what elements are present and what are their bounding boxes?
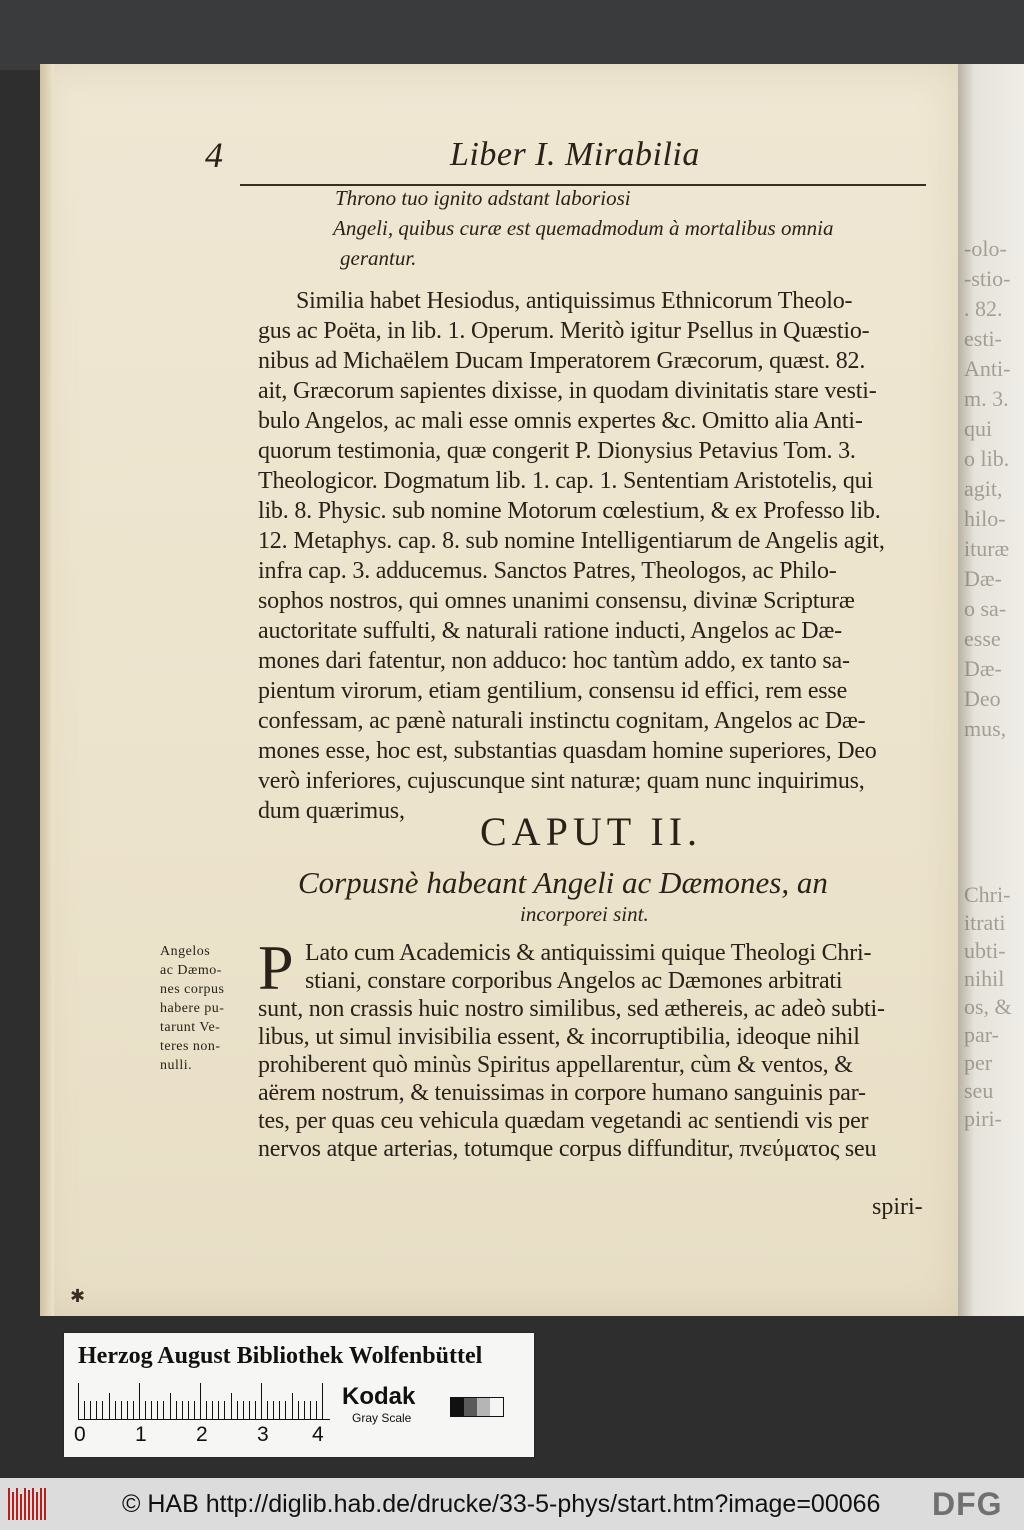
- ruler-tick: [102, 1401, 103, 1419]
- body-line: mones esse, hoc est, substantias quasdam homine superiores, Deo: [258, 738, 877, 764]
- facing-page-fragment: -stio-: [964, 266, 1011, 291]
- page-number: 4: [205, 135, 223, 175]
- chapter-heading: CAPUT II.: [480, 809, 703, 854]
- body-line: ait, Græcorum sapientes dixisse, in quodam divinitatis stare vesti-: [258, 378, 877, 404]
- body-line: Theologicor. Dogmatum lib. 1. cap. 1. Sententiam Aristotelis, qui: [258, 468, 873, 494]
- margin-note-line: habere pu-: [160, 1001, 225, 1016]
- ruler-tick: [231, 1393, 232, 1419]
- margin-note-line: nes corpus: [160, 982, 225, 997]
- scanner-background: [0, 0, 1024, 70]
- body-line: gus ac Poëta, in lib. 1. Operum. Meritò igitur Psellus in Quæstio-: [258, 318, 870, 344]
- body-line: dum quærimus,: [258, 798, 405, 824]
- ruler-tick: [109, 1393, 110, 1419]
- body-line: sophos nostros, qui omnes unanimi consensu, divinæ Scripturæ: [258, 588, 855, 614]
- ruler-number: 0: [74, 1423, 86, 1446]
- facing-page-fragment: esse: [964, 626, 1001, 651]
- gray-swatch: [464, 1398, 477, 1416]
- ruler-tick: [182, 1401, 183, 1419]
- ruler-tick: [133, 1401, 134, 1419]
- facing-page-fragment: agit,: [964, 476, 1003, 501]
- ruler-tick: [78, 1383, 79, 1419]
- facing-page-fragment: itrati: [964, 910, 1006, 935]
- facing-page-fragment: esti-: [964, 326, 1002, 351]
- facing-page-fragment: piri-: [964, 1106, 1002, 1131]
- ruler-tick: [90, 1401, 91, 1419]
- ruler-tick: [255, 1401, 256, 1419]
- ruler-tick: [200, 1383, 201, 1419]
- body-line: pientum virorum, etiam gentilium, consensu id effici, rem esse: [258, 678, 848, 704]
- body-line: bulo Angelos, ac mali esse omnis expertes &c. Omitto alia Anti-: [258, 408, 863, 434]
- facing-page-fragment: nihil: [964, 966, 1005, 991]
- gray-swatch: [477, 1398, 490, 1416]
- body-line: prohiberent quò minùs Spiritus appellarentur, cùm & ventos, &: [258, 1052, 853, 1078]
- facing-page-fragment: Dæ-: [964, 656, 1002, 681]
- verse-line: Angeli, quibus curæ est quemadmodum à mortalibus omnia: [333, 216, 834, 240]
- facing-page-fragment: m. 3.: [964, 386, 1009, 411]
- margin-note-line: ac Dæmo-: [160, 963, 222, 978]
- gray-swatch: [451, 1398, 464, 1416]
- facing-page-fragment: -olo-: [964, 236, 1007, 261]
- ruler-tick: [170, 1393, 171, 1419]
- facing-page-fragment: Chri-: [964, 882, 1011, 907]
- chapter-title: Corpusnè habeant Angeli ac Dæmones, an: [298, 865, 828, 900]
- facing-page-fragment: qui: [964, 416, 993, 441]
- body-line: mones dari fatentur, non adduco: hoc tantùm addo, ex tanto sa-: [258, 648, 850, 674]
- ruler-tick: [292, 1393, 293, 1419]
- ruler-tick: [121, 1401, 122, 1419]
- body-line: tes, per quas ceu vehicula quædam vegetandi ac sentiendi vis per: [258, 1108, 869, 1134]
- body-line: infra cap. 3. adducemus. Sanctos Patres, Theologos, ac Philo-: [258, 558, 837, 584]
- body-line: 12. Metaphys. cap. 8. sub nomine Intelligentiarum de Angelis agit,: [258, 528, 885, 554]
- facing-page-fragment: ituræ: [964, 536, 1010, 561]
- body-line: stiani, constare corporibus Angelos ac Dæmones arbitrati: [305, 968, 843, 994]
- margin-note-line: teres non-: [160, 1039, 221, 1054]
- facing-page-fragment: os, &: [964, 994, 1012, 1019]
- ruler-tick: [316, 1401, 317, 1419]
- gray-scale-caption: Gray Scale: [352, 1411, 412, 1425]
- margin-note-line: nulli.: [160, 1058, 193, 1073]
- facing-page-fragment: mus,: [964, 716, 1007, 741]
- facing-page-fragment: hilo-: [964, 506, 1006, 531]
- dfg-logo: DFG: [932, 1486, 1003, 1522]
- copyright-link[interactable]: © HAB http://diglib.hab.de/drucke/33-5-phys/start.htm?image=00066: [122, 1490, 881, 1518]
- body-line: verò inferiores, cujuscunque sint naturæ; quam nunc inquirimus,: [258, 768, 865, 794]
- ruler-tick: [151, 1401, 152, 1419]
- ruler-tick: [261, 1383, 262, 1419]
- chapter-subtitle: incorporei sint.: [520, 902, 649, 926]
- body-line: Similia habet Hesiodus, antiquissimus Ethnicorum Theolo-: [296, 288, 853, 314]
- ruler-tick: [273, 1401, 274, 1419]
- facing-page-fragment: per: [964, 1050, 993, 1075]
- ruler-tick: [285, 1401, 286, 1419]
- facing-page: [958, 64, 1024, 1316]
- facing-page-fragment: Deo: [964, 686, 1001, 711]
- catchword: spiri-: [872, 1194, 923, 1220]
- institution-name: Herzog August Bibliothek Wolfenbüttel: [78, 1343, 483, 1369]
- verse-line: gerantur.: [340, 246, 417, 270]
- page-edge: [40, 64, 54, 1316]
- ruler-tick: [298, 1401, 299, 1419]
- ruler-number: 2: [196, 1423, 208, 1446]
- ruler-tick: [96, 1401, 97, 1419]
- body-line: lib. 8. Physic. sub nomine Motorum cœlestium, & ex Professo lib.: [258, 498, 881, 524]
- facing-page-fragment: par-: [964, 1022, 999, 1047]
- ruler-tick: [163, 1401, 164, 1419]
- drop-cap: P: [258, 932, 294, 1003]
- ruler-tick: [322, 1383, 323, 1419]
- ruler-tick: [279, 1401, 280, 1419]
- verse-line: Throno tuo ignito adstant laboriosi: [335, 186, 631, 210]
- facing-page-fragment: seu: [964, 1078, 994, 1103]
- ruler-number: 1: [135, 1423, 147, 1446]
- facing-page-fragment: . 82.: [964, 296, 1003, 321]
- ruler-tick: [304, 1401, 305, 1419]
- facing-page-fragment: Dæ-: [964, 566, 1002, 591]
- facing-page-fragment: ubti-: [964, 938, 1006, 963]
- margin-note-line: tarunt Ve-: [160, 1020, 221, 1035]
- kodak-brand: Kodak: [342, 1383, 416, 1410]
- body-line: auctoritate suffulti, & naturali ratione inducti, Angelos ac Dæ-: [258, 618, 842, 644]
- footer-bar: [0, 1478, 1024, 1530]
- ruler-tick: [212, 1401, 213, 1419]
- ruler-tick: [243, 1401, 244, 1419]
- body-line: libus, ut simul invisibilia essent, & incorruptibilia, ideoque nihil: [258, 1024, 860, 1050]
- ruler-tick: [84, 1401, 85, 1419]
- ruler-tick: [139, 1383, 140, 1419]
- hab-logo-icon: [8, 1488, 48, 1520]
- facing-page-fragment: o lib.: [964, 446, 1010, 471]
- library-label: [64, 1333, 534, 1457]
- gray-swatch: [490, 1398, 503, 1416]
- gray-swatches: [450, 1397, 504, 1417]
- ruler-tick: [145, 1401, 146, 1419]
- body-line: Lato cum Academicis & antiquissimi quique Theologi Chri-: [305, 940, 872, 966]
- ruler-tick: [127, 1401, 128, 1419]
- ruler-tick: [188, 1401, 189, 1419]
- margin-note-line: Angelos: [160, 944, 211, 959]
- ruler-tick: [224, 1401, 225, 1419]
- ruler-tick: [157, 1401, 158, 1419]
- facing-page-fragment: Anti-: [964, 356, 1011, 381]
- facing-page-fragment: o sa-: [964, 596, 1007, 621]
- measurement-ruler: [78, 1381, 330, 1420]
- ruler-tick: [176, 1401, 177, 1419]
- ruler-tick: [115, 1401, 116, 1419]
- ruler-tick: [310, 1401, 311, 1419]
- body-line: nibus ad Michaëlem Ducam Imperatorem Græcorum, quæst. 82.: [258, 348, 866, 374]
- body-line: nervos atque arterias, totumque corpus diffunditur, πνεύματος seu: [258, 1136, 877, 1162]
- ruler-number: 3: [257, 1423, 269, 1446]
- body-line: confessam, ac pænè naturali instinctu cognitam, Angelos ac Dæ-: [258, 708, 866, 734]
- ruler-tick: [194, 1401, 195, 1419]
- ornament-icon: ✱: [70, 1286, 86, 1307]
- ruler-tick: [267, 1401, 268, 1419]
- ruler-tick: [218, 1401, 219, 1419]
- running-title: Liber I. Mirabilia: [450, 136, 700, 173]
- page-header: [205, 128, 925, 178]
- ruler-tick: [237, 1401, 238, 1419]
- body-line: sunt, non crassis huic nostro similibus, sed æthereis, ac adeò subti-: [258, 996, 885, 1022]
- ruler-tick: [249, 1401, 250, 1419]
- ruler-number: 4: [312, 1423, 324, 1446]
- body-line: quorum testimonia, quæ congerit P. Dionysius Petavius Tom. 3.: [258, 438, 856, 464]
- body-line: aërem nostrum, & tenuissimas in corpore humano sanguinis par-: [258, 1080, 866, 1106]
- ruler-tick: [206, 1401, 207, 1419]
